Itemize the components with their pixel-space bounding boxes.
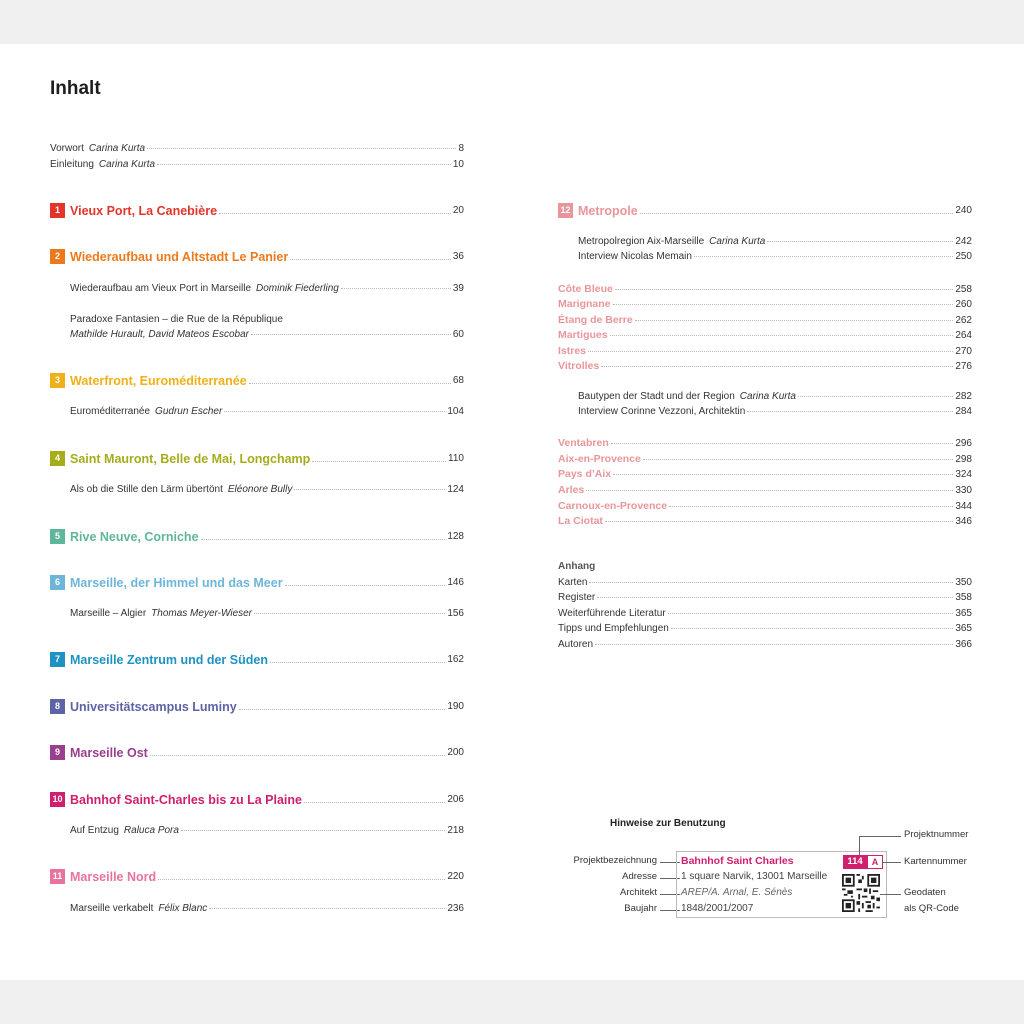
location-entry[interactable] [558, 298, 972, 310]
chapter-number-badge: 2 [50, 249, 65, 264]
location-entry[interactable] [558, 329, 972, 341]
leader-dots [251, 334, 451, 335]
entry-text [578, 236, 765, 247]
leader-dots [611, 443, 954, 444]
page-number: 264 [955, 330, 972, 341]
entry-text [558, 608, 666, 619]
chapter-heading[interactable] [50, 869, 464, 884]
page-number: 358 [955, 592, 972, 603]
leader-dots [605, 521, 953, 522]
entry-title: Paradoxe Fantasien – die Rue de la République [70, 314, 283, 325]
page-number: 10 [452, 159, 464, 170]
chapter-number-badge: 10 [50, 792, 65, 807]
chapter-number-badge: 8 [50, 699, 65, 714]
page-number: 240 [955, 205, 972, 216]
toc-entry[interactable] [70, 283, 464, 294]
chapter-number-badge: 9 [50, 745, 65, 760]
page-number: 156 [447, 608, 464, 619]
page-number: 218 [447, 825, 464, 836]
leader-dots [767, 241, 953, 242]
page-number: 190 [447, 701, 464, 712]
location-entry[interactable] [558, 314, 972, 326]
leader-dots [643, 459, 953, 460]
page-number: 350 [955, 577, 972, 588]
entry-author: Carina Kurta [88, 143, 146, 154]
chapter-title: Marseille Zentrum und der Süden [70, 652, 268, 667]
page-number: 110 [448, 453, 464, 464]
toc-entry[interactable] [70, 903, 464, 914]
chapter-heading[interactable] [50, 745, 464, 760]
chapter-heading[interactable] [50, 249, 464, 264]
toc-entry[interactable] [70, 406, 464, 417]
page-number: 344 [955, 501, 972, 512]
entry-text [578, 251, 692, 262]
leader-dots [588, 351, 953, 352]
entry-author: Thomas Meyer-Wieser [151, 608, 253, 619]
page-number: 260 [955, 299, 972, 310]
legend-year: 1848/2001/2007 [681, 903, 754, 914]
toc-entry[interactable] [50, 159, 464, 170]
page-number: 330 [955, 485, 972, 496]
toc-entry[interactable] [70, 484, 464, 495]
legend-label-project: Projektbezeichnung [573, 855, 657, 866]
leader-dots [669, 506, 953, 507]
location-title: La Ciotat [558, 515, 603, 527]
leader-dots [158, 879, 445, 880]
leader-dots [239, 709, 446, 710]
page-number: 365 [955, 623, 972, 634]
legend-connector [880, 894, 901, 895]
leader-dots [270, 662, 445, 663]
chapter-title: Marseille Nord [70, 869, 157, 884]
toc-entry[interactable] [70, 314, 464, 325]
page-number: 242 [955, 236, 972, 247]
entry-author: Dominik Fiederling [256, 283, 339, 294]
page-number: 284 [955, 406, 972, 417]
entry-text [558, 623, 669, 634]
page-number: 206 [447, 794, 464, 805]
page-number: 250 [955, 251, 972, 262]
chapter-number-badge: 6 [50, 575, 65, 590]
leader-dots [601, 366, 953, 367]
toc-entry[interactable] [558, 592, 972, 603]
page-number: 8 [458, 143, 464, 154]
entry-text [558, 639, 593, 650]
bottom-band [0, 980, 1024, 1024]
leader-dots [586, 490, 953, 491]
toc-entry[interactable] [578, 236, 972, 247]
page-number: 220 [447, 871, 464, 882]
leader-dots [150, 755, 445, 756]
page-number: 236 [447, 903, 464, 914]
toc-entry[interactable] [578, 391, 972, 402]
entry-title: Auf Entzug [70, 825, 119, 836]
location-entry[interactable] [558, 500, 972, 512]
chapter-number-badge: 3 [50, 373, 65, 388]
legend-connector [859, 836, 860, 855]
page-number: 324 [955, 469, 972, 480]
chapter-title: Wiederaufbau und Altstadt Le Panier [70, 249, 289, 264]
legend-label-qr: als QR-Code [904, 903, 959, 914]
legend-project-name: Bahnhof Saint Charles [681, 855, 794, 867]
legend-connector [859, 836, 901, 837]
chapter-heading[interactable] [50, 529, 464, 544]
leader-dots [668, 613, 954, 614]
location-title: Côte Bleue [558, 283, 613, 295]
legend-title: Hinweise zur Benutzung [610, 818, 726, 829]
entry-author: Carina Kurta [739, 391, 796, 402]
toc-entry[interactable] [70, 825, 464, 836]
location-title: Aix-en-Provence [558, 453, 641, 465]
entry-title: Interview Corinne Vezzoni, Architektin [578, 406, 746, 417]
entry-text [50, 143, 145, 154]
entry-author: Félix Blanc [158, 903, 208, 914]
page-number: 39 [452, 283, 464, 294]
legend-label-year: Baujahr [624, 903, 657, 914]
page-number: 104 [447, 406, 464, 417]
chapter-title: Metropole [578, 203, 638, 218]
entry-text [70, 825, 179, 836]
legend-address: 1 square Narvik, 13001 Marseille [681, 871, 828, 882]
map-number-badge: A [867, 855, 883, 869]
entry-author: Gudrun Escher [155, 406, 223, 417]
chapter-number-badge: 1 [50, 203, 65, 218]
chapter-title: Marseille Ost [70, 745, 148, 760]
entry-title: Interview Nicolas Memain [578, 251, 692, 262]
leader-dots [201, 539, 446, 540]
chapter-title: Vieux Port, La Canebière [70, 203, 218, 218]
legend-architect: AREP/A. Arnal, E. Sénès [681, 887, 793, 898]
page-number: 146 [447, 577, 464, 588]
leader-dots [254, 613, 445, 614]
entry-author: Mathilde Hurault, David Mateos Escobar [70, 329, 249, 340]
location-entry[interactable] [558, 360, 972, 372]
leader-dots [304, 802, 445, 803]
entry-text [50, 159, 155, 170]
page-number: 258 [955, 284, 972, 295]
entry-author: Eléonore Bully [227, 484, 293, 495]
chapter-heading[interactable] [50, 451, 464, 466]
project-number-badge: 114 [843, 855, 867, 869]
legend-label-project-number: Projektnummer [904, 829, 969, 840]
anhang-title: Anhang [558, 561, 596, 572]
page-number: 200 [447, 747, 464, 758]
entry-title: Karten [558, 577, 588, 588]
chapter-heading[interactable] [50, 575, 464, 590]
page-number: 346 [955, 516, 972, 527]
page-number: 128 [447, 531, 464, 542]
toc-entry[interactable] [578, 251, 972, 262]
chapter-heading[interactable] [50, 373, 464, 388]
entry-title: Bautypen der Stadt und der Region [578, 391, 735, 402]
entry-title: Einleitung [50, 159, 94, 170]
leader-dots [224, 411, 445, 412]
page-number: 298 [955, 454, 972, 465]
entry-title: Wiederaufbau am Vieux Port in Marseille [70, 283, 252, 294]
location-entry[interactable] [558, 468, 972, 480]
toc-entry[interactable] [578, 406, 972, 417]
leader-dots [597, 597, 953, 598]
leader-dots [747, 411, 953, 412]
page-number: 20 [452, 205, 464, 216]
chapter-heading[interactable] [50, 203, 464, 218]
page-title: Inhalt [50, 78, 101, 99]
location-title: Pays d’Aix [558, 468, 612, 480]
leader-dots [209, 908, 445, 909]
location-entry[interactable] [558, 283, 972, 295]
toc-entry[interactable] [70, 329, 464, 340]
entry-title: Marseille verkabelt [70, 903, 154, 914]
location-title: Étang de Berre [558, 314, 633, 326]
chapter-heading[interactable] [558, 203, 972, 218]
leader-dots [290, 259, 451, 260]
chapter-number-badge: 5 [50, 529, 65, 544]
legend-label-map-number: Kartennummer [904, 856, 967, 867]
toc-entry[interactable] [558, 623, 972, 634]
location-title: Marignane [558, 298, 611, 310]
chapter-title: Marseille, der Himmel und das Meer [70, 575, 283, 590]
entry-title: Als ob die Stille den Lärm übertönt [70, 484, 223, 495]
toc-entry[interactable] [558, 639, 972, 650]
legend-label-architect: Architekt [620, 887, 657, 898]
entry-title: Tipps und Empfehlungen [558, 623, 669, 634]
entry-title: Metropolregion Aix-Marseille [578, 236, 705, 247]
location-title: Ventabren [558, 437, 609, 449]
leader-dots [613, 304, 954, 305]
entry-author: Raluca Pora [123, 825, 179, 836]
page-number: 296 [955, 438, 972, 449]
toc-entry[interactable] [70, 608, 464, 619]
toc-entry[interactable] [558, 608, 972, 619]
leader-dots [249, 383, 451, 384]
top-band [0, 0, 1024, 44]
page-number: 262 [955, 315, 972, 326]
location-entry[interactable] [558, 453, 972, 465]
page-number: 276 [955, 361, 972, 372]
entry-text [70, 608, 252, 619]
legend-label-address: Adresse [622, 871, 657, 882]
chapter-number-badge: 4 [50, 451, 65, 466]
entry-title: Weiterführende Literatur [558, 608, 666, 619]
chapter-title: Rive Neuve, Corniche [70, 529, 199, 544]
legend-label-geodata: Geodaten [904, 887, 946, 898]
toc-entry[interactable] [50, 143, 464, 154]
location-title: Istres [558, 345, 587, 357]
entry-author: Carina Kurta [98, 159, 156, 170]
entry-title: Marseille – Algier [70, 608, 147, 619]
leader-dots [694, 256, 953, 257]
leader-dots [610, 335, 954, 336]
chapter-title: Universitätscampus Luminy [70, 699, 237, 714]
chapter-number-badge: 11 [50, 869, 65, 884]
page-number: 366 [955, 639, 972, 650]
toc-entry[interactable] [558, 577, 972, 588]
entry-text [70, 329, 249, 340]
entry-title: Autoren [558, 639, 594, 650]
page-number: 162 [447, 654, 464, 665]
leader-dots [671, 628, 953, 629]
entry-text [70, 903, 207, 914]
leader-dots [595, 644, 953, 645]
location-entry[interactable] [558, 345, 972, 357]
entry-title: Euroméditerranée [70, 406, 151, 417]
location-entry[interactable] [558, 515, 972, 527]
location-entry[interactable] [558, 484, 972, 496]
leader-dots [615, 289, 953, 290]
entry-title: Register [558, 592, 596, 603]
page-number: 124 [447, 484, 464, 495]
leader-dots [798, 396, 953, 397]
entry-title: Vorwort [50, 143, 84, 154]
chapter-title: Bahnhof Saint-Charles bis zu La Plaine [70, 792, 302, 807]
leader-dots [341, 288, 451, 289]
entry-text [558, 592, 595, 603]
entry-text [578, 406, 745, 417]
qr-code-icon [842, 874, 880, 912]
legend-connector [882, 862, 901, 863]
page-number: 60 [452, 329, 464, 340]
leader-dots [613, 474, 953, 475]
page-number: 36 [452, 251, 464, 262]
entry-text [70, 406, 222, 417]
location-title: Vitrolles [558, 360, 600, 372]
entry-text [70, 314, 283, 325]
chapter-title: Waterfront, Euroméditerranée [70, 373, 247, 388]
page-number: 270 [955, 346, 972, 357]
leader-dots [285, 585, 446, 586]
leader-dots [312, 461, 446, 462]
location-title: Carnoux-en-Provence [558, 500, 668, 512]
leader-dots [589, 582, 953, 583]
leader-dots [157, 164, 451, 165]
entry-text [578, 391, 796, 402]
entry-text [558, 577, 587, 588]
location-title: Martigues [558, 329, 608, 341]
chapter-heading[interactable] [50, 699, 464, 714]
leader-dots [640, 213, 954, 214]
chapter-title: Saint Mauront, Belle de Mai, Longchamp [70, 451, 311, 466]
chapter-heading[interactable] [50, 652, 464, 667]
leader-dots [147, 148, 456, 149]
leader-dots [635, 320, 954, 321]
page-number: 365 [955, 608, 972, 619]
entry-text [70, 484, 292, 495]
chapter-number-badge: 7 [50, 652, 65, 667]
entry-author: Carina Kurta [709, 236, 766, 247]
leader-dots [181, 830, 445, 831]
chapter-heading[interactable] [50, 792, 464, 807]
location-title: Arles [558, 484, 585, 496]
leader-dots [219, 213, 451, 214]
entry-text [70, 283, 339, 294]
page-number: 282 [955, 391, 972, 402]
leader-dots [294, 489, 445, 490]
chapter-number-badge: 12 [558, 203, 573, 218]
page-number: 68 [452, 375, 464, 386]
location-entry[interactable] [558, 437, 972, 449]
